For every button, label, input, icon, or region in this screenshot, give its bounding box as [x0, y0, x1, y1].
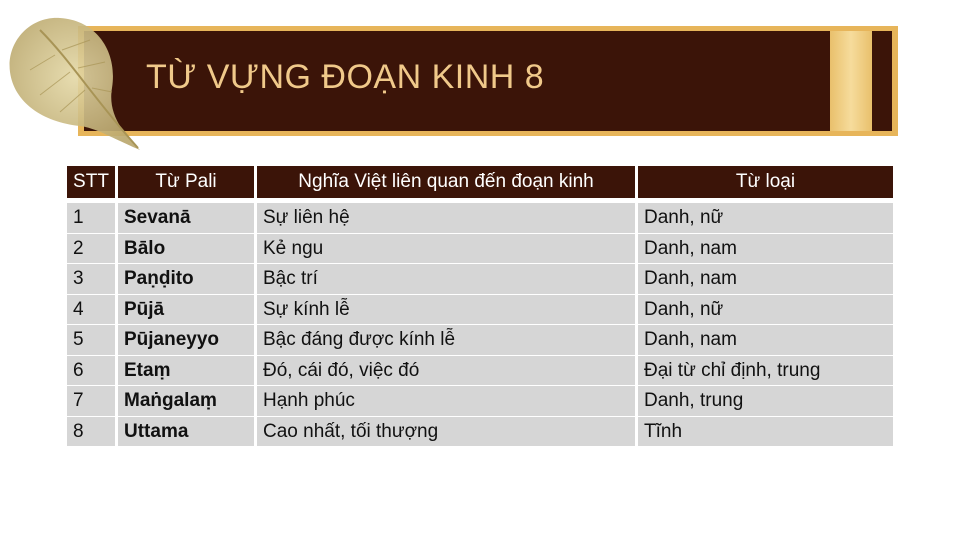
table-cell-stt: 4: [67, 294, 115, 325]
table-cell-type: Danh, nam: [638, 263, 893, 294]
table-cell-stt: 3: [67, 263, 115, 294]
table-cell-stt: 8: [67, 416, 115, 447]
table-cell-type: Danh, trung: [638, 385, 893, 416]
header-stt: STT: [67, 166, 115, 198]
table-cell-stt: 5: [67, 324, 115, 355]
table-cell-meaning: Hạnh phúc: [257, 385, 635, 416]
table-cell-pali: Sevanā: [118, 202, 254, 233]
column-type: [638, 166, 893, 446]
header-pali: Từ Pali: [118, 166, 254, 198]
table-cell-type: Danh, nữ: [638, 294, 893, 325]
banner-side-bar: [872, 31, 892, 131]
header-meaning: Nghĩa Việt liên quan đến đoạn kinh: [257, 166, 635, 198]
table-cell-pali: Paṇḍito: [118, 263, 254, 294]
column-stt: [67, 166, 115, 446]
bodhi-leaf-icon: [0, 10, 150, 160]
table-cell-meaning: Bậc trí: [257, 263, 635, 294]
table-cell-stt: 2: [67, 233, 115, 264]
table-cell-pali: Pūjaneyyo: [118, 324, 254, 355]
table-cell-type: Danh, nam: [638, 233, 893, 264]
table-cell-type: Tĩnh: [638, 416, 893, 447]
table-cell-pali: Bālo: [118, 233, 254, 264]
rows-type: [638, 202, 893, 446]
rows-stt: [67, 202, 115, 446]
banner-gold-strip: [830, 31, 872, 131]
table-cell-pali: Maṅgalaṃ: [118, 385, 254, 416]
table-cell-stt: 1: [67, 202, 115, 233]
rows-pali: [118, 202, 254, 446]
column-meaning: [257, 166, 635, 446]
table-cell-meaning: Sự kính lễ: [257, 294, 635, 325]
table-cell-pali: Etaṃ: [118, 355, 254, 386]
column-pali: [118, 166, 254, 446]
table-cell-meaning: Cao nhất, tối thượng: [257, 416, 635, 447]
table-cell-pali: Uttama: [118, 416, 254, 447]
header-type: Từ loại: [638, 166, 893, 198]
table-cell-stt: 7: [67, 385, 115, 416]
table-cell-type: Đại từ chỉ định, trung: [638, 355, 893, 386]
table-cell-type: Danh, nữ: [638, 202, 893, 233]
table-cell-meaning: Sự liên hệ: [257, 202, 635, 233]
page-title: TỪ VỰNG ĐOẠN KINH 8: [146, 58, 545, 96]
rows-meaning: [257, 202, 635, 446]
table-cell-meaning: Kẻ ngu: [257, 233, 635, 264]
table-cell-meaning: Đó, cái đó, việc đó: [257, 355, 635, 386]
table-cell-type: Danh, nam: [638, 324, 893, 355]
table-cell-pali: Pūjā: [118, 294, 254, 325]
table-cell-meaning: Bậc đáng được kính lễ: [257, 324, 635, 355]
table-cell-stt: 6: [67, 355, 115, 386]
